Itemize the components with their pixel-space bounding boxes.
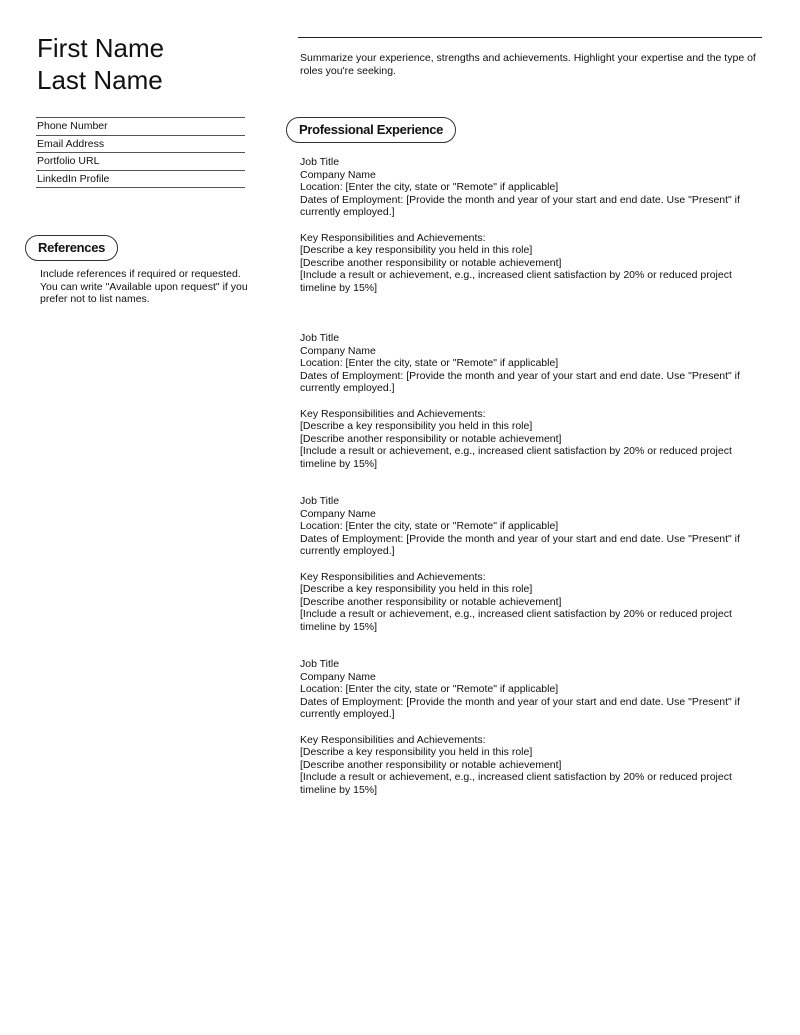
spacer: [300, 395, 755, 408]
job-title: Job Title: [300, 658, 340, 670]
responsibility-item: [Describe a key responsibility you held in this role]: [300, 746, 533, 759]
job-title: Job Title: [300, 156, 340, 168]
summary-text: Summarize your experience, strengths and achievements. Highlight your expertise and the type of roles you're seeking.: [300, 52, 756, 77]
employment-dates: Dates of Employment: [Provide the month and year of your start and end date. Use "Present" if currently employed.]: [300, 532, 740, 558]
company-name: Company Name: [300, 670, 376, 683]
employment-dates: Dates of Employment: [Provide the month and year of your start and end date. Use "Present" if currently employed.]: [300, 695, 740, 721]
responsibilities-heading: Key Responsibilities and Achievements:: [300, 733, 486, 746]
job-location: Location: [Enter the city, state or "Remote" if applicable]: [300, 683, 559, 696]
resume-name: [37, 32, 164, 96]
divider: [298, 37, 762, 38]
first-name: First Name: [37, 33, 165, 63]
responsibility-item: [Describe a key responsibility you held in this role]: [300, 420, 533, 433]
responsibility-item: [Describe another responsibility or notable achievement]: [300, 595, 562, 608]
responsibility-item: [Include a result or achievement, e.g., increased client satisfaction by 20% or reduced project timeline by 15%]: [300, 771, 732, 796]
job-title: Job Title: [300, 332, 340, 344]
contact-email: Email Address: [36, 136, 245, 154]
experience-heading: Professional Experience: [286, 117, 456, 143]
responsibility-item: [Include a result or achievement, e.g., increased client satisfaction by 20% or reduced project timeline by 15%]: [300, 269, 732, 294]
contact-linkedin: LinkedIn Profile: [36, 171, 245, 189]
job-entry: [300, 156, 755, 295]
responsibility-item: [Include a result or achievement, e.g., increased client satisfaction by 20% or reduced project timeline by 15%]: [300, 445, 732, 470]
job-title: Job Title: [300, 495, 340, 507]
responsibility-item: [Describe a key responsibility you held in this role]: [300, 244, 533, 257]
references-text: Include references if required or requested. You can write "Available upon request" if you prefer not to list names.: [40, 268, 248, 306]
responsibility-item: [Describe another responsibility or notable achievement]: [300, 256, 562, 269]
spacer: [300, 721, 755, 734]
responsibility-item: [Include a result or achievement, e.g., increased client satisfaction by 20% or reduced project timeline by 15%]: [300, 608, 732, 633]
company-name: Company Name: [300, 507, 376, 520]
job-entry: [300, 658, 755, 797]
responsibility-item: [Describe a key responsibility you held in this role]: [300, 583, 533, 596]
responsibilities-heading: Key Responsibilities and Achievements:: [300, 231, 486, 244]
contact-list: [36, 117, 245, 188]
employment-dates: Dates of Employment: [Provide the month and year of your start and end date. Use "Present" if currently employed.]: [300, 369, 740, 395]
job-location: Location: [Enter the city, state or "Remote" if applicable]: [300, 520, 559, 533]
job-location: Location: [Enter the city, state or "Remote" if applicable]: [300, 181, 559, 194]
spacer: [300, 558, 755, 571]
contact-portfolio: Portfolio URL: [36, 153, 245, 171]
company-name: Company Name: [300, 168, 376, 181]
responsibilities-heading: Key Responsibilities and Achievements:: [300, 407, 486, 420]
job-entry: [300, 495, 755, 634]
last-name: Last Name: [37, 65, 163, 95]
employment-dates: Dates of Employment: [Provide the month and year of your start and end date. Use "Present" if currently employed.]: [300, 193, 740, 219]
spacer: [300, 219, 755, 232]
job-entry: [300, 332, 755, 471]
company-name: Company Name: [300, 344, 376, 357]
responsibilities-heading: Key Responsibilities and Achievements:: [300, 570, 486, 583]
responsibility-item: [Describe another responsibility or notable achievement]: [300, 758, 562, 771]
job-location: Location: [Enter the city, state or "Remote" if applicable]: [300, 357, 559, 370]
references-heading: References: [25, 235, 118, 261]
responsibility-item: [Describe another responsibility or notable achievement]: [300, 432, 562, 445]
contact-phone: Phone Number: [36, 118, 245, 136]
